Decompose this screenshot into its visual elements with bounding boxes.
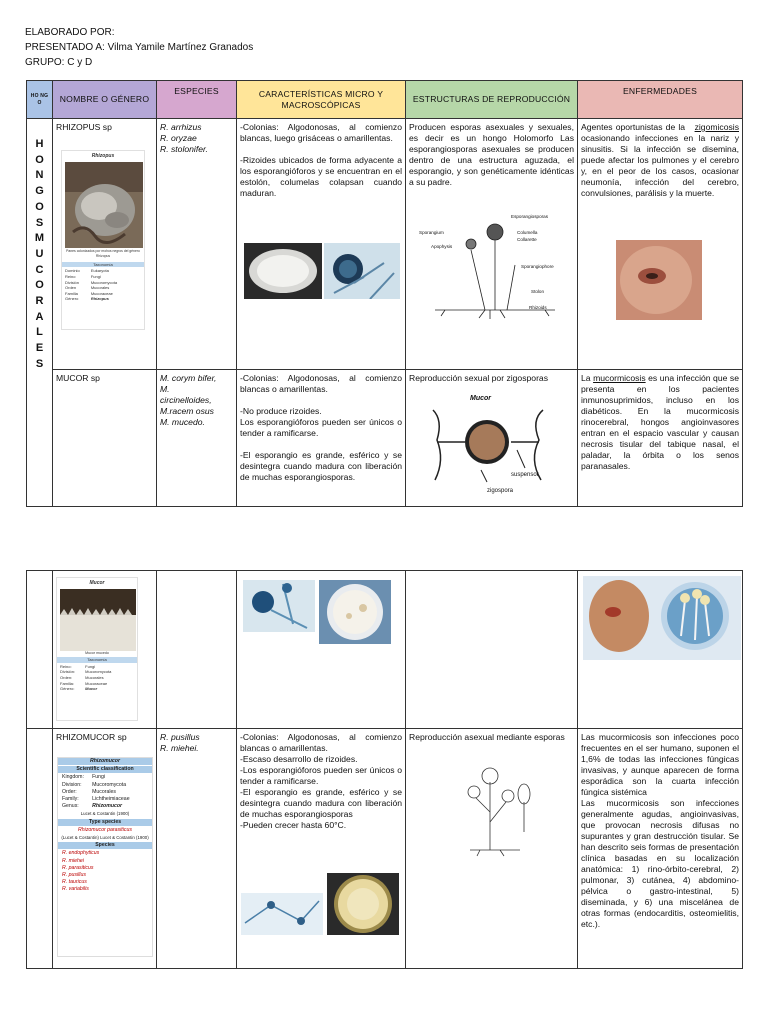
taxobox-band: Taxonomía	[57, 657, 137, 663]
repro-text: Reproducción asexual mediante esporas	[409, 732, 565, 742]
mucor-petri-photo	[319, 580, 391, 644]
taxobox-band: Type species	[58, 819, 152, 826]
svg-text:Stolon: Stolon	[531, 289, 545, 294]
elaborado-line: ELABORADO POR:	[25, 27, 115, 38]
svg-text:Mucor: Mucor	[470, 395, 491, 402]
taxobox-band: Species	[58, 842, 152, 849]
zigomicosis-link[interactable]: zigomicosis	[694, 122, 739, 132]
svg-text:Rhizoids: Rhizoids	[529, 305, 547, 310]
rhizopus-microscopy-photo	[324, 243, 400, 299]
header-especies: ESPECIES	[157, 81, 237, 119]
mucor-especies-cell	[157, 370, 237, 507]
caract-text: -El esporangio es grande, esférico y se desintegra cuando madura con liberación de muchas esporangiosporas	[240, 787, 402, 819]
taxobox-title: Rhizomucor	[58, 758, 152, 765]
especie: M.racem osus	[160, 406, 214, 416]
mucor-genero: MUCOR sp	[56, 373, 100, 383]
grupo-line: GRUPO: C y D	[25, 57, 93, 68]
taxo-row: Familia Mucoraceae	[65, 290, 113, 296]
mucormicosis-link[interactable]: mucormicosis	[593, 373, 646, 383]
rhizomucor-genero: RHIZOMUCOR sp	[56, 732, 127, 742]
svg-text:Sporangiophore: Sporangiophore	[521, 264, 554, 269]
mucor-enf-cell	[578, 370, 743, 507]
taxobox-title: Mucor	[89, 580, 105, 586]
taxobox-caption: Panes colonizados por mohos negros del género Rhizopus	[66, 248, 140, 259]
taxo-row: Dominio Eukaryota	[65, 268, 109, 274]
mucor-caract-cell	[237, 370, 406, 507]
rhizopus-especies-cell	[157, 119, 237, 370]
svg-text:Columella: Columella	[517, 230, 538, 235]
taxo-row: Order: Mucorales	[62, 788, 117, 795]
rhizomucor-taxobox	[57, 757, 153, 957]
document-header	[25, 25, 253, 70]
taxo-row: Reino Fungi	[65, 273, 101, 279]
header-caracteristicas: CARACTERÍSTICAS MICRO Y MACROSCÓPICAS	[237, 81, 406, 119]
species-item: R. endophyticus	[62, 850, 100, 857]
rhizomucor-sporangium-drawing	[460, 762, 560, 858]
species-item: R. variabilis	[62, 886, 89, 893]
especie: R. miehei.	[160, 743, 199, 753]
type-species: Rhizomucor parasiticus	[78, 826, 132, 833]
taxo-row: Orden Mucorales	[65, 285, 110, 291]
enf-text: Agentes oportunistas de la zigomicosis ocasionando infecciones en la nariz y sinusitis. Si la infección se disemina, puede afectar los pulmones y el cerebro y, en el peor de los casos, ocasionar neumonía, infección del cerebro, convulsiones, parálisis y la muerte.	[581, 122, 739, 198]
taxobox-band: Taxonomía	[62, 262, 144, 268]
taxo-row: Reino: Fungi	[60, 663, 96, 669]
caract-text: -Colonias: Algodonosas, al comienzo blancas, luego grisáceas o amarillentas.	[240, 122, 402, 143]
mucormicosis-illustration	[583, 576, 741, 660]
taxo-row: División: Mucoromycota	[60, 669, 112, 675]
taxo-row: Family: Lichtheimiaceae	[62, 796, 130, 803]
caract-text: -Escaso desarrollo de rizoides.	[240, 754, 358, 764]
svg-text:Collarette: Collarette	[517, 237, 537, 242]
empty-cell	[157, 571, 237, 729]
especie: M.	[160, 384, 170, 394]
especie: R. oryzae	[160, 133, 197, 143]
species-item: R. miehei	[62, 857, 84, 864]
taxo-row: Division: Mucoromycota	[62, 781, 127, 788]
species-item: R. tauricus	[62, 879, 87, 886]
repro-text: Producen esporas asexuales y sexuales, es decir es un hongo Holomorfo Las esporangiosporas asexuales se producen dentro de una estructura aguzada, el esporangio, y son genéticamente idénticas a su padre.	[409, 122, 574, 187]
taxo-row: Genus: Rhizomucor	[62, 803, 123, 810]
svg-text:suspensor: suspensor	[511, 472, 539, 478]
header-hongo: HO NG O	[27, 81, 53, 119]
especie: R. pusillus	[160, 732, 200, 742]
enf-text: Las mucormicosis son infecciones generalmente agudas, angioinvasivas, que provocan necrosis difusas no supurantes y gran destrucción tisular. Se han descrito seis formas de presentación clínica basadas en su localización anatómica: 1) rino-órbito-cerebral, 2) pulmonar, 3) cutánea, 4) abdomino-pélvica o gastro-intestinal, 5) diseminada, y 6) una miscelánea de otras formas (endocarditis, osteomielitis, etc.).	[581, 798, 739, 929]
header-genero: NOMBRE O GÉNERO	[53, 81, 157, 119]
caract-text: -Colonias: Algodonosas, al comienzo blancas o amarillentas.	[240, 732, 402, 753]
caract-text: -Colonias: Algodonosas, al comienzo blancas o amarillentas.	[240, 373, 402, 394]
caract-text: Los esporangióforos pueden ser únicos o tender a ramificarse.	[240, 417, 402, 438]
taxobox-band: Scientific classification	[58, 766, 152, 773]
taxo-row: Género: Mucor	[60, 686, 98, 692]
taxobox-caption: Mucor mucedo	[85, 650, 109, 655]
mucor-microscopy-photo	[243, 580, 315, 632]
rhizomucor-microscopy-photo	[241, 893, 323, 935]
especie: circinelloides,	[160, 395, 212, 405]
continuation-cell	[27, 729, 53, 969]
mucor-taxobox	[56, 577, 138, 721]
hongos-mucorales-label: H O N G O S M U C O R A L E S	[27, 119, 53, 507]
enf-text: La mucormicosis es una infección que se presenta en los pacientes inmunosuprimidos, incluso en los diabéticos. En la mucormicosis rinocerebral, hongos angioinvasores entran en el espacio vascular y causan necrosis tisular del tabique nasal, el paladar, la órbita o los senos paranasales.	[581, 373, 739, 471]
caract-text: -Los esporangióforos pueden ser únicos o tender a ramificarse.	[240, 765, 402, 786]
repro-text: Reproducción sexual por zigosporas	[409, 373, 549, 383]
caract-text: -Pueden crecer hasta 60°C.	[240, 820, 347, 830]
zigomicosis-patient-photo	[616, 240, 702, 320]
especie: R. arrhizus	[160, 122, 202, 132]
header-estructuras: ESTRUCTURAS DE REPRODUCCIÓN	[406, 81, 578, 119]
rhizopus-genero: RHIZOPUS sp	[56, 122, 112, 132]
species-item: R. pusillus	[62, 872, 86, 879]
svg-text:zigospora: zigospora	[487, 488, 514, 494]
taxo-row: Orden: Mucorales	[60, 674, 104, 680]
taxo-authority: Lucet & Costantin (1900)	[80, 811, 130, 817]
svg-text:Sporangium: Sporangium	[419, 230, 444, 235]
enf-text: Las mucormicosis son infecciones poco frecuentes en el ser humano, suponen el 1,6% de todas las infecciones fúngicas invasivas, y aunque aparecen de forma esporádica son la cuarta infección fúngica sistémica	[581, 732, 739, 797]
taxobox-title: Rhizopus	[91, 153, 115, 159]
species-item: R. parasiticus	[62, 864, 94, 871]
especie: R. stolonifer.	[160, 144, 208, 154]
mucor-photo	[60, 589, 136, 651]
caract-text: -El esporangio es grande, esférico y se desintegra cuando madura con liberación de muchas esporangiosporas.	[240, 450, 402, 482]
rhizopus-taxobox	[61, 150, 145, 330]
caract-text: -Rizoides ubicados de forma adyacente a los esporangióforos y se encuentran en el estolón, columelas colapsan cuando maduran.	[240, 155, 402, 198]
rhizomucor-enf-cell	[578, 729, 743, 969]
svg-text:Esporangiosporas: Esporangiosporas	[511, 214, 549, 219]
rhizopus-photo	[65, 162, 143, 248]
continuation-cell	[27, 571, 53, 729]
header-enfermedades: ENFERMEDADES	[578, 81, 743, 119]
presentado-line: PRESENTADO A: Vilma Yamile Martínez Granados	[25, 42, 254, 53]
especie: M. mucedo.	[160, 417, 205, 427]
mucor-zigospora-diagram	[425, 390, 550, 498]
rhizopus-colony-photo	[244, 243, 322, 299]
type-authority: (Lucet & Costantin) Lucet & Costantin (1900)	[61, 835, 149, 841]
rhizopus-structure-diagram	[415, 210, 565, 320]
especie: M. corym bifer,	[160, 373, 217, 383]
taxo-row: Kingdom: Fungi	[62, 774, 106, 781]
rhizomucor-especies-cell	[157, 729, 237, 969]
taxo-row: Género Rhizopus	[65, 296, 109, 302]
mucor-genero-cell	[53, 370, 157, 507]
taxo-row: División Mucoromycota	[65, 279, 118, 285]
svg-text:Apophysis: Apophysis	[431, 244, 453, 249]
taxo-row: Familia: Mucoraceae	[60, 680, 108, 686]
rhizomucor-petri-photo	[327, 873, 399, 935]
caract-text: -No produce rizoides.	[240, 406, 322, 416]
empty-cell	[406, 571, 578, 729]
